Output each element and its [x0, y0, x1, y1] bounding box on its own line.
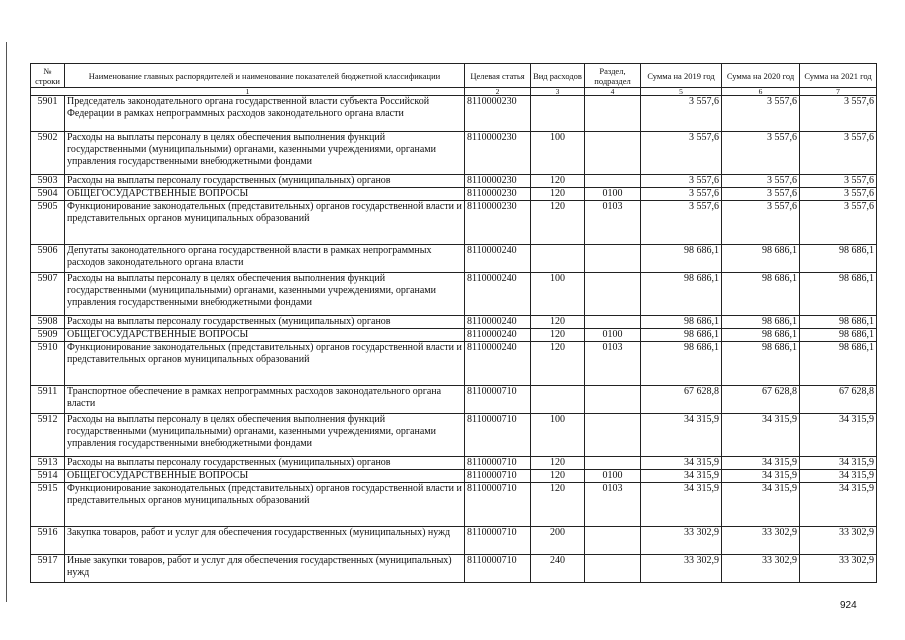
- row-name: ОБЩЕГОСУДАРСТВЕННЫЕ ВОПРОСЫ: [65, 329, 465, 342]
- header-target: Целевая статья: [465, 64, 531, 88]
- table-row: [31, 386, 877, 414]
- row-sum-2021: 3 557,6: [800, 132, 877, 175]
- row-sum-2021: 33 302,9: [800, 527, 877, 555]
- table-row: [31, 342, 877, 386]
- row-number: 5905: [31, 201, 65, 245]
- row-sum-2019: 34 315,9: [641, 457, 722, 470]
- row-target: 8110000240: [465, 316, 531, 329]
- row-section: [585, 457, 641, 470]
- row-section: 0103: [585, 483, 641, 527]
- row-kind: 120: [531, 329, 585, 342]
- row-sum-2021: 98 686,1: [800, 273, 877, 316]
- row-kind: [531, 245, 585, 273]
- row-number: 5912: [31, 414, 65, 457]
- header-kind: Вид расходов: [531, 64, 585, 88]
- row-target: 8110000710: [465, 470, 531, 483]
- table-row: [31, 555, 877, 583]
- row-sum-2020: 98 686,1: [722, 342, 800, 386]
- column-number-3: 3: [531, 88, 585, 96]
- budget-table: [30, 63, 877, 583]
- row-name: ОБЩЕГОСУДАРСТВЕННЫЕ ВОПРОСЫ: [65, 188, 465, 201]
- row-number: 5901: [31, 96, 65, 132]
- row-target: 8110000240: [465, 245, 531, 273]
- row-sum-2019: 98 686,1: [641, 316, 722, 329]
- row-sum-2020: 67 628,8: [722, 386, 800, 414]
- row-sum-2021: 98 686,1: [800, 245, 877, 273]
- row-kind: 200: [531, 527, 585, 555]
- row-target: 8110000230: [465, 188, 531, 201]
- row-section: 0100: [585, 329, 641, 342]
- header-sum-2020: Сумма на 2020 год: [722, 64, 800, 88]
- row-kind: 100: [531, 273, 585, 316]
- margin-line: [6, 42, 7, 602]
- table-row: [31, 273, 877, 316]
- header-section: Раздел, подраздел: [585, 64, 641, 88]
- row-sum-2020: 3 557,6: [722, 175, 800, 188]
- row-number: 5902: [31, 132, 65, 175]
- row-target: 8110000710: [465, 414, 531, 457]
- row-section: [585, 273, 641, 316]
- row-target: 8110000230: [465, 132, 531, 175]
- row-sum-2020: 34 315,9: [722, 483, 800, 527]
- table-row: [31, 188, 877, 201]
- row-section: [585, 96, 641, 132]
- row-sum-2021: 3 557,6: [800, 188, 877, 201]
- row-target: 8110000710: [465, 386, 531, 414]
- header-rownum: № строки: [31, 64, 65, 88]
- header-row: [31, 64, 877, 88]
- row-sum-2019: 67 628,8: [641, 386, 722, 414]
- header-sum-2019: Сумма на 2019 год: [641, 64, 722, 88]
- row-number: 5910: [31, 342, 65, 386]
- row-target: 8110000240: [465, 342, 531, 386]
- column-number-1: 1: [31, 88, 465, 96]
- row-name: ОБЩЕГОСУДАРСТВЕННЫЕ ВОПРОСЫ: [65, 470, 465, 483]
- table-row: [31, 175, 877, 188]
- row-sum-2019: 34 315,9: [641, 470, 722, 483]
- row-target: 8110000710: [465, 555, 531, 583]
- row-name: Функционирование законодательных (представительных) органов государственной власти и представительных органов муниципальных образований: [65, 201, 465, 245]
- row-sum-2021: 3 557,6: [800, 96, 877, 132]
- row-sum-2020: 98 686,1: [722, 273, 800, 316]
- row-sum-2021: 98 686,1: [800, 316, 877, 329]
- column-number-7: 7: [800, 88, 877, 96]
- header-sum-2021: Сумма на 2021 год: [800, 64, 877, 88]
- row-name: Расходы на выплаты персоналу государственных (муниципальных) органов: [65, 175, 465, 188]
- row-name: Расходы на выплаты персоналу государственных (муниципальных) органов: [65, 457, 465, 470]
- row-kind: 120: [531, 457, 585, 470]
- row-kind: 120: [531, 470, 585, 483]
- row-name: Депутаты законодательного органа государственной власти в рамках непрограммных расходов законодательного органа власти: [65, 245, 465, 273]
- column-number-6: 6: [722, 88, 800, 96]
- row-number: 5914: [31, 470, 65, 483]
- row-sum-2020: 33 302,9: [722, 527, 800, 555]
- row-section: [585, 245, 641, 273]
- row-target: 8110000240: [465, 329, 531, 342]
- row-sum-2020: 3 557,6: [722, 96, 800, 132]
- row-sum-2021: 3 557,6: [800, 175, 877, 188]
- table-row: [31, 527, 877, 555]
- row-section: 0100: [585, 188, 641, 201]
- row-kind: 240: [531, 555, 585, 583]
- row-sum-2021: 34 315,9: [800, 470, 877, 483]
- row-sum-2020: 98 686,1: [722, 245, 800, 273]
- row-sum-2021: 34 315,9: [800, 414, 877, 457]
- row-sum-2020: 98 686,1: [722, 329, 800, 342]
- row-sum-2021: 33 302,9: [800, 555, 877, 583]
- row-number: 5906: [31, 245, 65, 273]
- row-number: 5916: [31, 527, 65, 555]
- row-sum-2021: 98 686,1: [800, 329, 877, 342]
- row-section: [585, 386, 641, 414]
- row-name: Иные закупки товаров, работ и услуг для обеспечения государственных (муниципальных) нужд: [65, 555, 465, 583]
- row-sum-2020: 3 557,6: [722, 188, 800, 201]
- row-number: 5907: [31, 273, 65, 316]
- column-number-row: [31, 88, 877, 96]
- table-row: [31, 201, 877, 245]
- row-kind: 120: [531, 342, 585, 386]
- row-target: 8110000240: [465, 273, 531, 316]
- table-row: [31, 96, 877, 132]
- row-name: Расходы на выплаты персоналу в целях обеспечения выполнения функций государственными (муниципальными) органами, казенными учреждениями, органами управления государственными внебюджетными фондами: [65, 273, 465, 316]
- row-kind: 120: [531, 201, 585, 245]
- row-target: 8110000710: [465, 527, 531, 555]
- row-sum-2020: 98 686,1: [722, 316, 800, 329]
- page-number: 924: [840, 600, 857, 611]
- row-target: 8110000230: [465, 96, 531, 132]
- row-number: 5917: [31, 555, 65, 583]
- row-name: Расходы на выплаты персоналу в целях обеспечения выполнения функций государственными (муниципальными) органами, казенными учреждениями, органами управления государственными внебюджетными фондами: [65, 132, 465, 175]
- row-kind: 120: [531, 483, 585, 527]
- row-sum-2019: 3 557,6: [641, 188, 722, 201]
- row-name: Председатель законодательного органа государственной власти субъекта Российской Федерации в рамках непрограммных расходов законодательного органа власти: [65, 96, 465, 132]
- row-kind: 120: [531, 316, 585, 329]
- row-sum-2019: 3 557,6: [641, 96, 722, 132]
- row-section: [585, 527, 641, 555]
- table-row: [31, 414, 877, 457]
- row-number: 5903: [31, 175, 65, 188]
- row-section: [585, 175, 641, 188]
- row-name: Расходы на выплаты персоналу в целях обеспечения выполнения функций государственными (муниципальными) органами, казенными учреждениями, органами управления государственными внебюджетными фондами: [65, 414, 465, 457]
- row-number: 5909: [31, 329, 65, 342]
- column-number-2: 2: [465, 88, 531, 96]
- row-number: 5913: [31, 457, 65, 470]
- header-name: Наименование главных распорядителей и наименование показателей бюджетной классификации: [65, 64, 465, 88]
- table-row: [31, 329, 877, 342]
- row-sum-2019: 98 686,1: [641, 329, 722, 342]
- row-kind: 100: [531, 132, 585, 175]
- row-name: Расходы на выплаты персоналу государственных (муниципальных) органов: [65, 316, 465, 329]
- row-sum-2019: 34 315,9: [641, 414, 722, 457]
- table-row: [31, 316, 877, 329]
- row-section: [585, 132, 641, 175]
- row-number: 5908: [31, 316, 65, 329]
- row-sum-2020: 34 315,9: [722, 414, 800, 457]
- row-sum-2019: 98 686,1: [641, 273, 722, 316]
- row-sum-2019: 33 302,9: [641, 555, 722, 583]
- row-sum-2020: 3 557,6: [722, 201, 800, 245]
- row-sum-2021: 67 628,8: [800, 386, 877, 414]
- row-section: 0103: [585, 201, 641, 245]
- table-row: [31, 457, 877, 470]
- row-number: 5911: [31, 386, 65, 414]
- row-kind: [531, 386, 585, 414]
- row-name: Закупка товаров, работ и услуг для обеспечения государственных (муниципальных) нужд: [65, 527, 465, 555]
- row-sum-2021: 3 557,6: [800, 201, 877, 245]
- column-number-4: 4: [585, 88, 641, 96]
- row-number: 5904: [31, 188, 65, 201]
- row-sum-2021: 98 686,1: [800, 342, 877, 386]
- row-section: 0100: [585, 470, 641, 483]
- row-section: [585, 555, 641, 583]
- table-row: [31, 245, 877, 273]
- row-name: Функционирование законодательных (представительных) органов государственной власти и представительных органов муниципальных образований: [65, 342, 465, 386]
- row-sum-2020: 33 302,9: [722, 555, 800, 583]
- table-row: [31, 470, 877, 483]
- table-row: [31, 132, 877, 175]
- row-kind: 100: [531, 414, 585, 457]
- row-section: [585, 414, 641, 457]
- row-sum-2020: 34 315,9: [722, 457, 800, 470]
- row-sum-2020: 34 315,9: [722, 470, 800, 483]
- row-target: 8110000230: [465, 175, 531, 188]
- row-section: [585, 316, 641, 329]
- row-target: 8110000230: [465, 201, 531, 245]
- row-sum-2019: 98 686,1: [641, 245, 722, 273]
- row-kind: [531, 96, 585, 132]
- row-kind: 120: [531, 188, 585, 201]
- row-section: 0103: [585, 342, 641, 386]
- row-sum-2019: 33 302,9: [641, 527, 722, 555]
- row-sum-2019: 34 315,9: [641, 483, 722, 527]
- row-kind: 120: [531, 175, 585, 188]
- row-sum-2021: 34 315,9: [800, 483, 877, 527]
- row-name: Функционирование законодательных (представительных) органов государственной власти и представительных органов муниципальных образований: [65, 483, 465, 527]
- row-sum-2019: 3 557,6: [641, 132, 722, 175]
- row-sum-2020: 3 557,6: [722, 132, 800, 175]
- row-target: 8110000710: [465, 483, 531, 527]
- row-sum-2019: 98 686,1: [641, 342, 722, 386]
- row-number: 5915: [31, 483, 65, 527]
- row-sum-2019: 3 557,6: [641, 201, 722, 245]
- row-target: 8110000710: [465, 457, 531, 470]
- row-sum-2019: 3 557,6: [641, 175, 722, 188]
- table-row: [31, 483, 877, 527]
- row-sum-2021: 34 315,9: [800, 457, 877, 470]
- row-name: Транспортное обеспечение в рамках непрограммных расходов законодательного органа власти: [65, 386, 465, 414]
- column-number-5: 5: [641, 88, 722, 96]
